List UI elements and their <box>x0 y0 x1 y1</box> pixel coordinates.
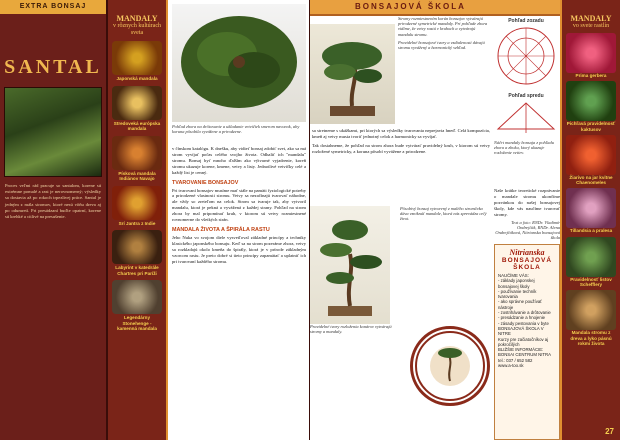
santal-text: Proces veľmi rád pracuje so santalom, korene sú extrémne pomalé a rast je nerovnomerný; výsledky sa dostavia až po rokoch trpezlivej práce. Santal je jedným z mála stromov, ktoré nesú vôňu dreva aj po odumretí. Pri presádzaní buďte opatrní, korene sú krehké a citlivé na presušenie. <box>5 183 101 220</box>
mandala-label: Japonská mandala <box>116 76 158 81</box>
school-ad-line: - základy japonskej bonsajovej školy <box>498 278 535 289</box>
mandala-item <box>112 280 162 332</box>
caption-top: Pohľad zhora na drôtovanie a ukladanie vetvičiek smerom navonok, aby koruna pôsobila vyvážene a prirodzene. <box>172 124 300 135</box>
mandala-side-diagram <box>492 99 560 135</box>
flower-image <box>566 135 616 175</box>
mandaly-subtitle: v rôznych kultúrach sveta <box>113 23 161 36</box>
school-ad-title: Nitrianska <box>509 248 545 257</box>
flower-label: Pichľavá pravidelnosť kaktusov <box>566 121 616 132</box>
right-body-1: sa stretneme s ukážkami, pri ktorých sa výsledky tvarovania neprejavia hneď. Celá kompozícia, kmeň aj vetvy musia tvoriť jednotný celok a harmonicky sa vyvíjať. <box>312 128 490 139</box>
body-3: Jeho Nuka vo svojom diele vysvetľoval základné princípy a techniky klasického japonského bonsaju. Keď sa na strom pozeráme zhora, vetvy sa rozkladajú okolo kmeňa do špirály, ktorá je v prírode základným vzorcom rastu. Je preto dobré si tieto princípy zapamätať a uplatniť ich pri tvarovaní každého stromu. <box>172 234 306 264</box>
bonsai-caption: Pravidelné tvary rozloženia konárov vytvárajú stromy a mandaly. <box>310 324 392 335</box>
flower-image <box>566 81 616 121</box>
right-body-2: Tak dosiahneme, že pohľad na strom zhora bude vytvárať pravidelný kruh, v ktorom sú vetvy rozložené symetricky, a koruna pôsobí vyvážene a prirodzene. <box>312 142 490 154</box>
article-column-left <box>172 146 306 265</box>
page-number: 27 <box>605 427 614 436</box>
school-ad-line: BLIŽŠIE INFORMÁCIE: <box>498 347 544 353</box>
bonsai-photo-2 <box>310 206 390 324</box>
diagram-bottom-label: Pohľad spredu <box>508 93 544 99</box>
mandala-image <box>112 86 162 120</box>
flower-item <box>566 188 616 233</box>
right-page <box>310 0 620 440</box>
santal-column <box>0 0 108 440</box>
school-ad-line: - používanie techník tvarovania <box>498 288 537 300</box>
quote-2: Pravidelné bonsajové tvary a vzdialenosti dávajú stromu vyvážený a harmonický vzhľad. <box>398 39 485 51</box>
left-content <box>170 0 310 440</box>
quote-1-box <box>398 16 490 50</box>
school-ad-line: - zásady pestovania v byte <box>498 320 549 326</box>
mandala-label: Písková mandala Indiánov Navajo <box>118 170 156 181</box>
bonsai-top-photo <box>172 4 306 122</box>
santal-title: SANTAL <box>4 56 102 78</box>
school-ad-subtitle: BONSAJOVÁ ŠKOLA <box>501 257 553 271</box>
mandaly-sidebar <box>108 0 168 440</box>
flower-item <box>566 290 616 346</box>
quote-3: Pôsobivý bonsaj vytvorený z malého stromčeka dáva vzniknúť mandale, ktorá nás sprevádza celý život. <box>400 206 487 222</box>
school-ad-box <box>494 244 560 440</box>
school-ad-line: BONSAJOVÁ ŠKOLA V NITRE <box>498 325 544 337</box>
mandala-top-diagram <box>492 24 560 88</box>
flower-image <box>566 290 616 330</box>
signature: Text a foto: RNDr. Vladimír Ondrejčák, RNDr. Alena Ondrejčáková, Nitrianska bonsajová škola <box>495 219 560 241</box>
mandala-label: Legendárny Stonehenge - kamenná mandala <box>117 315 157 331</box>
flower-image <box>566 33 616 73</box>
bonsai-illustration-1 <box>310 24 395 124</box>
flower-item <box>566 81 616 132</box>
extra-bonsaj-label: EXTRA BONSAJ <box>0 0 106 14</box>
mandaly-title: MANDALY <box>116 14 158 23</box>
flowers-sidebar <box>560 0 620 440</box>
mandala-item <box>112 136 162 182</box>
closing-text <box>494 188 560 240</box>
flower-label: Tillandsia a pralesa <box>569 228 613 234</box>
bonsai-top-illustration <box>172 4 306 122</box>
mandala-item <box>112 230 162 276</box>
mandala-image <box>112 280 162 314</box>
mandala-label: Labyrint v katedrále Chartres pri Paríži <box>115 265 159 276</box>
flower-label: Prima gerbera <box>575 73 607 78</box>
right-body-3: Naše krátke teoretické rozprávanie o mandale stromu ukončíme pozvánkou do našej bonsajovej školy, kde vás naučíme tvarovať stromy. <box>494 188 560 217</box>
body-2: Pri tvarovaní bonsajov musíme mať stále na pamäti fyziologické potreby a prirodzené vlastnosti stromu. Vetvy sa nezačínajú tvarovať náhodne, ale vždy so zreteľom na celok. Strom sa tvaruje tak, aby vytvoril mandalu, ktorá je pekná a vyvážená z každej strany. Pohľad na strom zhora by mal pripomínať kruh, v ktorom sú vetvy rozmiestnené rovnomerne do všetkých strán. <box>172 187 306 223</box>
flower-item <box>566 135 616 186</box>
school-header: BONSAJOVÁ ŠKOLA <box>355 2 466 11</box>
bonsai-caption-box <box>310 324 398 334</box>
mandala-image <box>112 186 162 220</box>
section-heading-mandala: MANDALA ŽIVOTA A ŠPIRÁLA RASTU <box>172 226 270 233</box>
diagram-top-label: Pohľad zozadu <box>508 18 544 24</box>
flower-item <box>566 33 616 78</box>
body-1: v čínskom katalógu. K dnešku, aby vidieť bonsaj zdobiť svet, ako sa má strom vyvíjať počas celého svojho života. Odhaliť ich "mandalu" stromu. Bonsaj byť mnoho ďalším ako výtvarné vyjadrenie, koreň stromu ukazuje korene, kmene, vetvy a listy. Jednotlivé vetvičky celé a každý list je cenný. <box>172 146 306 175</box>
mandala-image <box>112 136 162 170</box>
school-logo <box>410 326 490 406</box>
section-heading-tvarovanie: TVAROVANIE BONSAJOV <box>172 179 239 186</box>
santal-photo <box>4 87 102 177</box>
mandala-image <box>112 230 162 264</box>
article-right <box>312 128 490 155</box>
flower-item <box>566 237 616 288</box>
school-logo-emblem <box>413 329 487 403</box>
mandala-item <box>112 86 162 132</box>
mandala-diagram-panel <box>492 16 560 186</box>
right-content <box>310 16 492 440</box>
mandala-label: Stredoveká európska mandala <box>113 120 161 131</box>
mandala-image <box>112 41 162 75</box>
flower-label: Mandala stromu z dreva a lyko pásnú rokmi života <box>570 330 612 346</box>
school-ad-line: tel.: 037 / 652 582 <box>498 357 533 363</box>
mandala-item <box>112 41 162 82</box>
flower-label: Pravidelnosť listov Schefflery <box>570 276 612 288</box>
flower-image <box>566 237 616 277</box>
school-ad-line: NAUČÍME VÁS: <box>498 273 529 278</box>
bonsai-illustration-2 <box>310 206 390 324</box>
diagram-caption: Náčrt mandaly bonsaja z pohľadu zhora a zboku, ktorý ukazuje rozloženie vetiev. <box>494 140 554 156</box>
bonsai-photo-1 <box>310 24 395 124</box>
mandala-label: Srí Jantra z Indie <box>118 220 156 226</box>
flower-label: Žiarivo na jar kvitne Chaenomeles <box>569 174 613 186</box>
flowers-title: MANDALY <box>570 14 612 23</box>
school-ad-line: - zostrihávanie a drôtovanie <box>498 310 551 316</box>
quote-3-box <box>400 206 490 222</box>
school-ad-line: Kurzy pre začiatočníkov aj pokročilých <box>498 336 549 347</box>
quote-1: Stromy rozmiestnením korún bonsajov vytvárajú prirodzené symetrické mandaly. Pri pohľade zhora vidíme, že vetvy rastú v kruhoch a vytvárajú mandalu stromu. <box>398 16 488 37</box>
flowers-subtitle: vo svete rastlín <box>572 23 610 29</box>
flower-image <box>566 188 616 228</box>
school-ad-line: www.a-too.sk <box>498 363 524 369</box>
school-ad-line: BONSAI CENTRUM NITRA <box>498 352 551 358</box>
school-ad-line: - ako správne používať nástroje <box>498 299 542 310</box>
mandala-item <box>112 186 162 227</box>
school-ad-line: - presádzanie a hnojenie <box>498 315 546 321</box>
